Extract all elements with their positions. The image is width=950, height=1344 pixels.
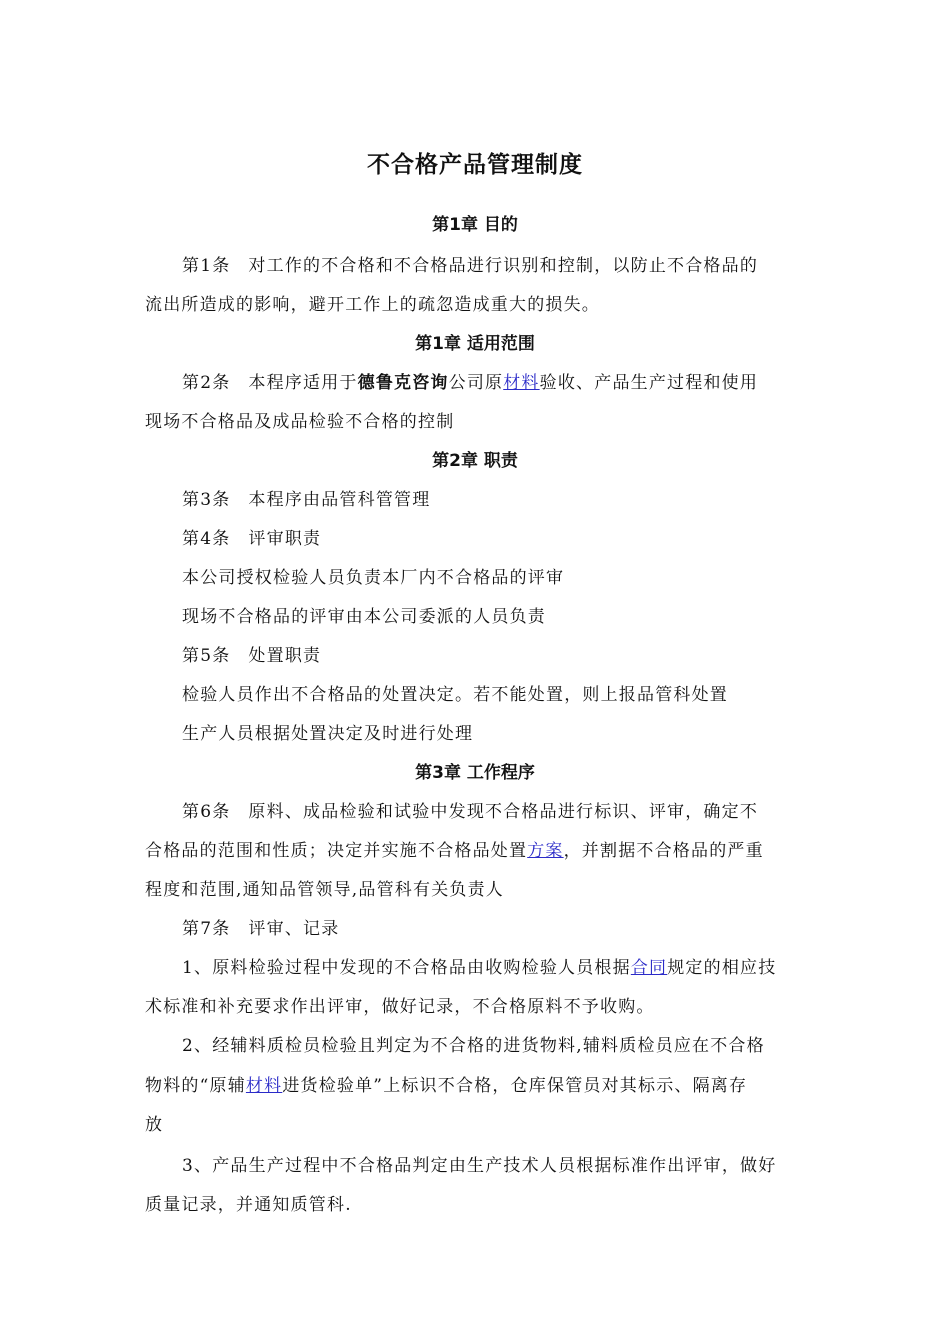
article-text: 合格品的范围和性质；决定并实施不合格品处置 bbox=[145, 841, 528, 861]
materials-link[interactable]: 材料 bbox=[503, 373, 540, 393]
article-text: ，并割据不合格品的严重 bbox=[563, 841, 764, 861]
article-label: 第2条 bbox=[182, 373, 231, 393]
contract-link[interactable]: 合同 bbox=[630, 958, 668, 978]
article-label: 第7条 bbox=[182, 919, 231, 939]
article-6-line-2 bbox=[145, 836, 764, 861]
article-label: 第1条 bbox=[182, 256, 231, 276]
article-3 bbox=[182, 485, 430, 510]
article-1-line-2: 流出所造成的影响，避开工作上的疏忽造成重大的损失。 bbox=[145, 295, 600, 315]
article-6-line-1 bbox=[182, 797, 758, 822]
item-3-line-2: 质量记录，并通知质管科. bbox=[145, 1195, 352, 1215]
item-text: 规定的相应技 bbox=[667, 958, 777, 978]
plan-link[interactable]: 方案 bbox=[527, 841, 564, 861]
item-3-line-1: 3、产品生产过程中不合格品判定由生产技术人员根据标准作出评审，做好 bbox=[182, 1156, 777, 1176]
item-text: 物料的“原辅 bbox=[145, 1076, 246, 1096]
article-text: 本程序由品管科管管理 bbox=[248, 490, 431, 510]
materials-link[interactable]: 材料 bbox=[245, 1076, 283, 1096]
item-text: 1、原料检验过程中发现的不合格品由收购检验人员根据 bbox=[182, 958, 631, 978]
article-text: 评审、记录 bbox=[248, 919, 340, 939]
chapter-heading-duties: 第2章 职责 bbox=[432, 451, 518, 471]
article-text: 公司原 bbox=[448, 373, 504, 393]
article-label: 第3条 bbox=[182, 490, 231, 510]
item-1-line-2: 术标准和补充要求作出评审，做好记录，不合格原料不予收购。 bbox=[145, 997, 655, 1017]
item-2-line-2 bbox=[145, 1071, 747, 1096]
article-label: 第6条 bbox=[182, 802, 231, 822]
item-text: 进货检验单”上标识不合格，仓库保管员对其标示、隔离存 bbox=[282, 1076, 748, 1096]
article-text: 原料、成品检验和试验中发现不合格品进行标识、评审，确定不 bbox=[248, 802, 759, 822]
article-4 bbox=[182, 524, 321, 549]
article-text: 本程序适用于 bbox=[248, 373, 358, 393]
chapter-heading-scope: 第1章 适用范围 bbox=[415, 334, 535, 354]
item-2-line-1: 2、经辅料质检员检验且判定为不合格的进货物料,辅料质检员应在不合格 bbox=[182, 1036, 765, 1056]
article-text: 评审职责 bbox=[248, 529, 322, 549]
chapter-heading-procedure: 第3章 工作程序 bbox=[415, 763, 535, 783]
article-text: 处置职责 bbox=[248, 646, 322, 666]
article-2-line-2: 现场不合格品及成品检验不合格的控制 bbox=[145, 412, 455, 432]
article-6-line-3: 程度和范围,通知品管领导,品管科有关负责人 bbox=[145, 880, 505, 900]
article-5-item-1: 检验人员作出不合格品的处置决定。若不能处置，则上报品管科处置 bbox=[182, 685, 728, 705]
chapter-heading-purpose: 第1章 目的 bbox=[432, 215, 518, 235]
article-4-item-2: 现场不合格品的评审由本公司委派的人员负责 bbox=[182, 607, 546, 627]
article-text: 对工作的不合格和不合格品进行识别和控制，以防止不合格品的 bbox=[248, 256, 759, 276]
document-title: 不合格产品管理制度 bbox=[367, 152, 583, 178]
article-text: 验收、产品生产过程和使用 bbox=[539, 373, 759, 393]
article-1-line-1 bbox=[182, 251, 758, 276]
article-label: 第5条 bbox=[182, 646, 231, 666]
item-1-line-1 bbox=[182, 953, 776, 978]
article-2-line-1 bbox=[182, 368, 758, 393]
article-7 bbox=[182, 914, 339, 939]
article-5 bbox=[182, 641, 321, 666]
company-name: 德鲁克咨询 bbox=[357, 373, 449, 393]
article-label: 第4条 bbox=[182, 529, 231, 549]
article-5-item-2: 生产人员根据处置决定及时进行处理 bbox=[182, 724, 474, 744]
article-4-item-1: 本公司授权检验人员负责本厂内不合格品的评审 bbox=[182, 568, 565, 588]
item-2-line-3: 放 bbox=[145, 1115, 164, 1135]
